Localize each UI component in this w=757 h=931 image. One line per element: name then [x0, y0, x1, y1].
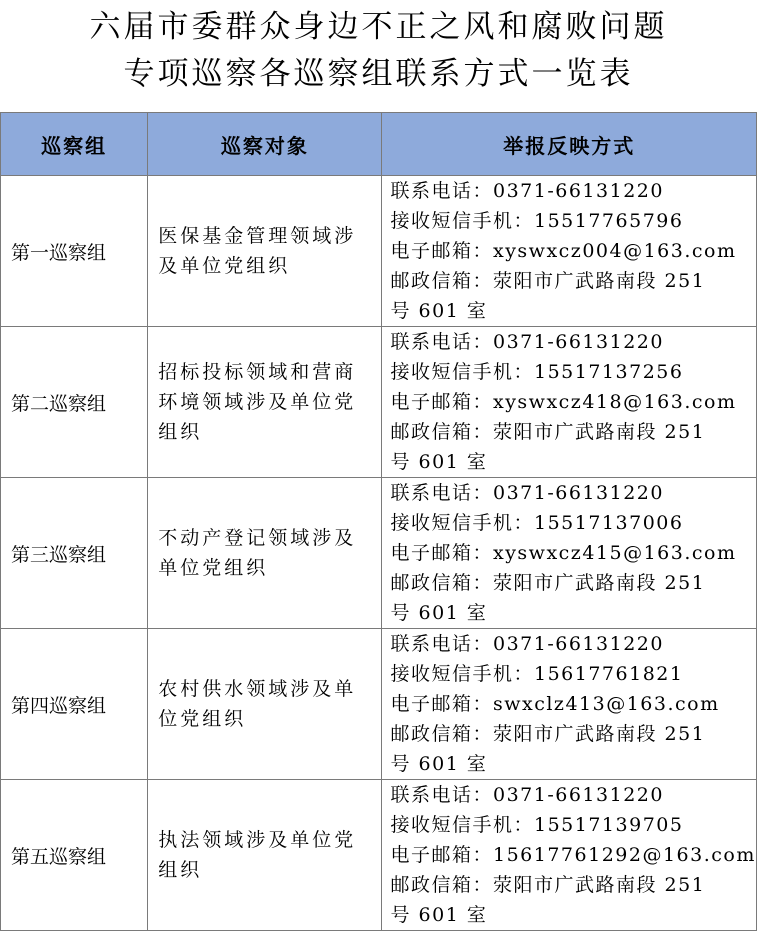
mobile-line: 接收短信手机：15517765796 — [390, 210, 684, 232]
table-row — [1, 478, 757, 629]
phone-line: 联系电话：0371-66131220 — [390, 784, 664, 806]
target-cell: 执法领域涉及单位党组织 — [148, 780, 382, 931]
mailbox-line: 邮政信箱：荥阳市广武路南段 251 — [390, 421, 706, 443]
mobile-line: 接收短信手机：15617761821 — [390, 663, 684, 685]
contact-table — [0, 112, 757, 931]
email-line: 电子邮箱：xyswxcz415@163.com — [390, 542, 737, 564]
mailbox-line: 邮政信箱：荥阳市广武路南段 251 — [390, 874, 706, 896]
table-row — [1, 176, 757, 327]
mailbox-line-cont: 号 601 室 — [390, 904, 488, 926]
phone-line: 联系电话：0371-66131220 — [390, 633, 664, 655]
mailbox-line: 邮政信箱：荥阳市广武路南段 251 — [390, 270, 706, 292]
email-line: 电子邮箱：15617761292@163.com — [390, 844, 756, 866]
title-line-2: 专项巡察各巡察组联系方式一览表 — [123, 56, 634, 92]
group-cell: 第四巡察组 — [1, 629, 148, 780]
contact-cell — [382, 478, 757, 629]
phone-line: 联系电话：0371-66131220 — [390, 180, 664, 202]
table-header-row — [1, 113, 757, 176]
header-contact: 举报反映方式 — [382, 113, 757, 176]
target-cell: 农村供水领域涉及单位党组织 — [148, 629, 382, 780]
target-cell: 医保基金管理领域涉及单位党组织 — [148, 176, 382, 327]
table-row — [1, 780, 757, 931]
phone-line: 联系电话：0371-66131220 — [390, 331, 664, 353]
header-target: 巡察对象 — [148, 113, 382, 176]
mailbox-line-cont: 号 601 室 — [390, 602, 488, 624]
title-line-1: 六届市委群众身边不正之风和腐败问题 — [89, 9, 668, 45]
contact-cell — [382, 629, 757, 780]
email-line: 电子邮箱：swxclz413@163.com — [390, 693, 720, 715]
mailbox-line-cont: 号 601 室 — [390, 753, 488, 775]
table-row — [1, 327, 757, 478]
mobile-line: 接收短信手机：15517139705 — [390, 814, 684, 836]
target-cell: 不动产登记领域涉及单位党组织 — [148, 478, 382, 629]
header-group: 巡察组 — [1, 113, 148, 176]
page-title — [0, 0, 757, 98]
group-cell: 第三巡察组 — [1, 478, 148, 629]
email-line: 电子邮箱：xyswxcz004@163.com — [390, 240, 737, 262]
mobile-line: 接收短信手机：15517137006 — [390, 512, 684, 534]
mailbox-line: 邮政信箱：荥阳市广武路南段 251 — [390, 572, 706, 594]
email-line: 电子邮箱：xyswxcz418@163.com — [390, 391, 737, 413]
table-row — [1, 629, 757, 780]
mailbox-line-cont: 号 601 室 — [390, 300, 488, 322]
group-cell: 第一巡察组 — [1, 176, 148, 327]
contact-cell — [382, 176, 757, 327]
phone-line: 联系电话：0371-66131220 — [390, 482, 664, 504]
mailbox-line: 邮政信箱：荥阳市广武路南段 251 — [390, 723, 706, 745]
contact-cell — [382, 327, 757, 478]
group-cell: 第五巡察组 — [1, 780, 148, 931]
mobile-line: 接收短信手机：15517137256 — [390, 361, 684, 383]
group-cell: 第二巡察组 — [1, 327, 148, 478]
mailbox-line-cont: 号 601 室 — [390, 451, 488, 473]
contact-cell — [382, 780, 757, 931]
target-cell: 招标投标领域和营商环境领域涉及单位党组织 — [148, 327, 382, 478]
